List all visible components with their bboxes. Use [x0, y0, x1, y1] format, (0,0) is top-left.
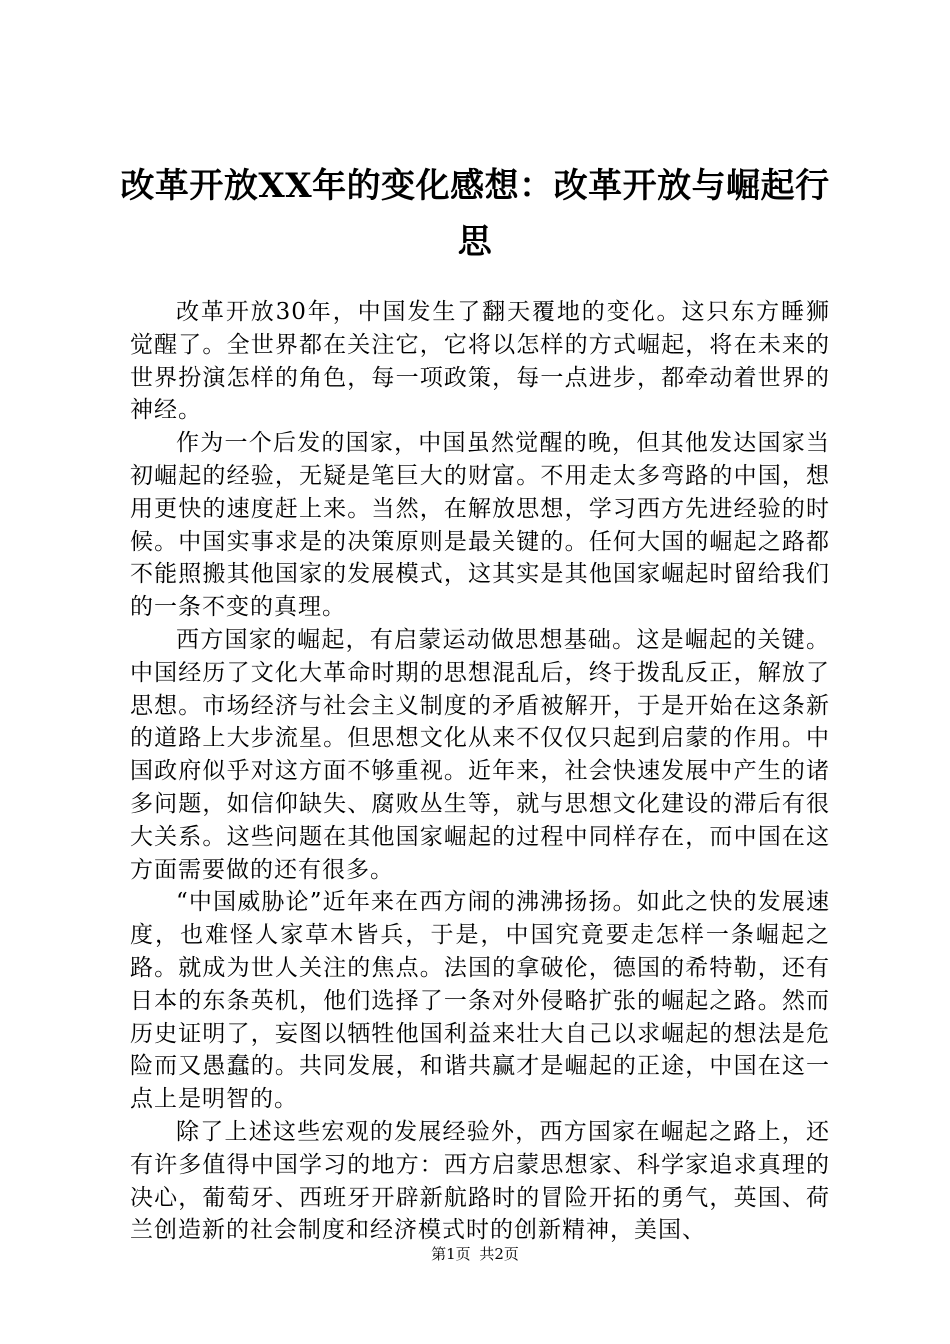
paragraph: 改革开放30年，中国发生了翻天覆地的变化。这只东方睡狮觉醒了。全世界都在关注它，它将以怎样的方式崛起，将在未来的世界扮演怎样的角色，每一项政策，每一点进步，都牵动着世界的神经。: [130, 299, 830, 424]
paragraph: 西方国家的崛起，有启蒙运动做思想基础。这是崛起的关键。中国经历了文化大革命时期的思想混乱后，终于拨乱反正，解放了思想。市场经济与社会主义制度的矛盾被解开，于是开始在这条新的道路上大步流星。但思想文化从来不仅仅只起到启蒙的作用。中国政府似乎对这方面不够重视。近年来，社会快速发展中产生的诸多问题，如信仰缺失、腐败丛生等，就与思想文化建设的滞后有很大关系。这些问题在其他国家崛起的过程中同样存在，而中国在这方面需要做的还有很多。: [130, 626, 830, 883]
paragraph: “中国威胁论”近年来在西方闹的沸沸扬扬。如此之快的发展速度，也难怪人家草木皆兵，于是，中国究竟要走怎样一条崛起之路。就成为世人关注的焦点。法国的拿破伦，德国的希特勒，还有日本的东条英机，他们选择了一条对外侵略扩张的崛起之路。然而历史证明了，妄图以牺牲他国利益来壮大自己以求崛起的想法是危险而又愚蠢的。共同发展，和谐共赢才是崛起的正途，中国在这一点上是明智的。: [130, 889, 830, 1113]
paragraph: 作为一个后发的国家，中国虽然觉醒的晚，但其他发达国家当初崛起的经验，无疑是笔巨大的财富。不用走太多弯路的中国，想用更快的速度赶上来。当然，在解放思想，学习西方先进经验的时候。中国实事求是的决策原则是最关键的。任何大国的崛起之路都不能照搬其他国家的发展模式，这其实是其他国家崛起时留给我们的一条不变的真理。: [130, 430, 830, 621]
document-body: [130, 296, 830, 1247]
page-number-current: 第1页: [431, 1245, 471, 1263]
paragraph: 除了上述这些宏观的发展经验外，西方国家在崛起之路上，还有许多值得中国学习的地方：西方启蒙思想家、科学家追求真理的决心，葡萄牙、西班牙开辟新航路时的冒险开拓的勇气，英国、荷兰创造新的社会制度和经济模式时的创新精神，美国、: [130, 1118, 830, 1244]
document-title: 改革开放XX年的变化感想：改革开放与崛起行思: [120, 166, 830, 262]
page-footer: [0, 1244, 950, 1264]
page-number-total: 共2页: [479, 1245, 519, 1263]
